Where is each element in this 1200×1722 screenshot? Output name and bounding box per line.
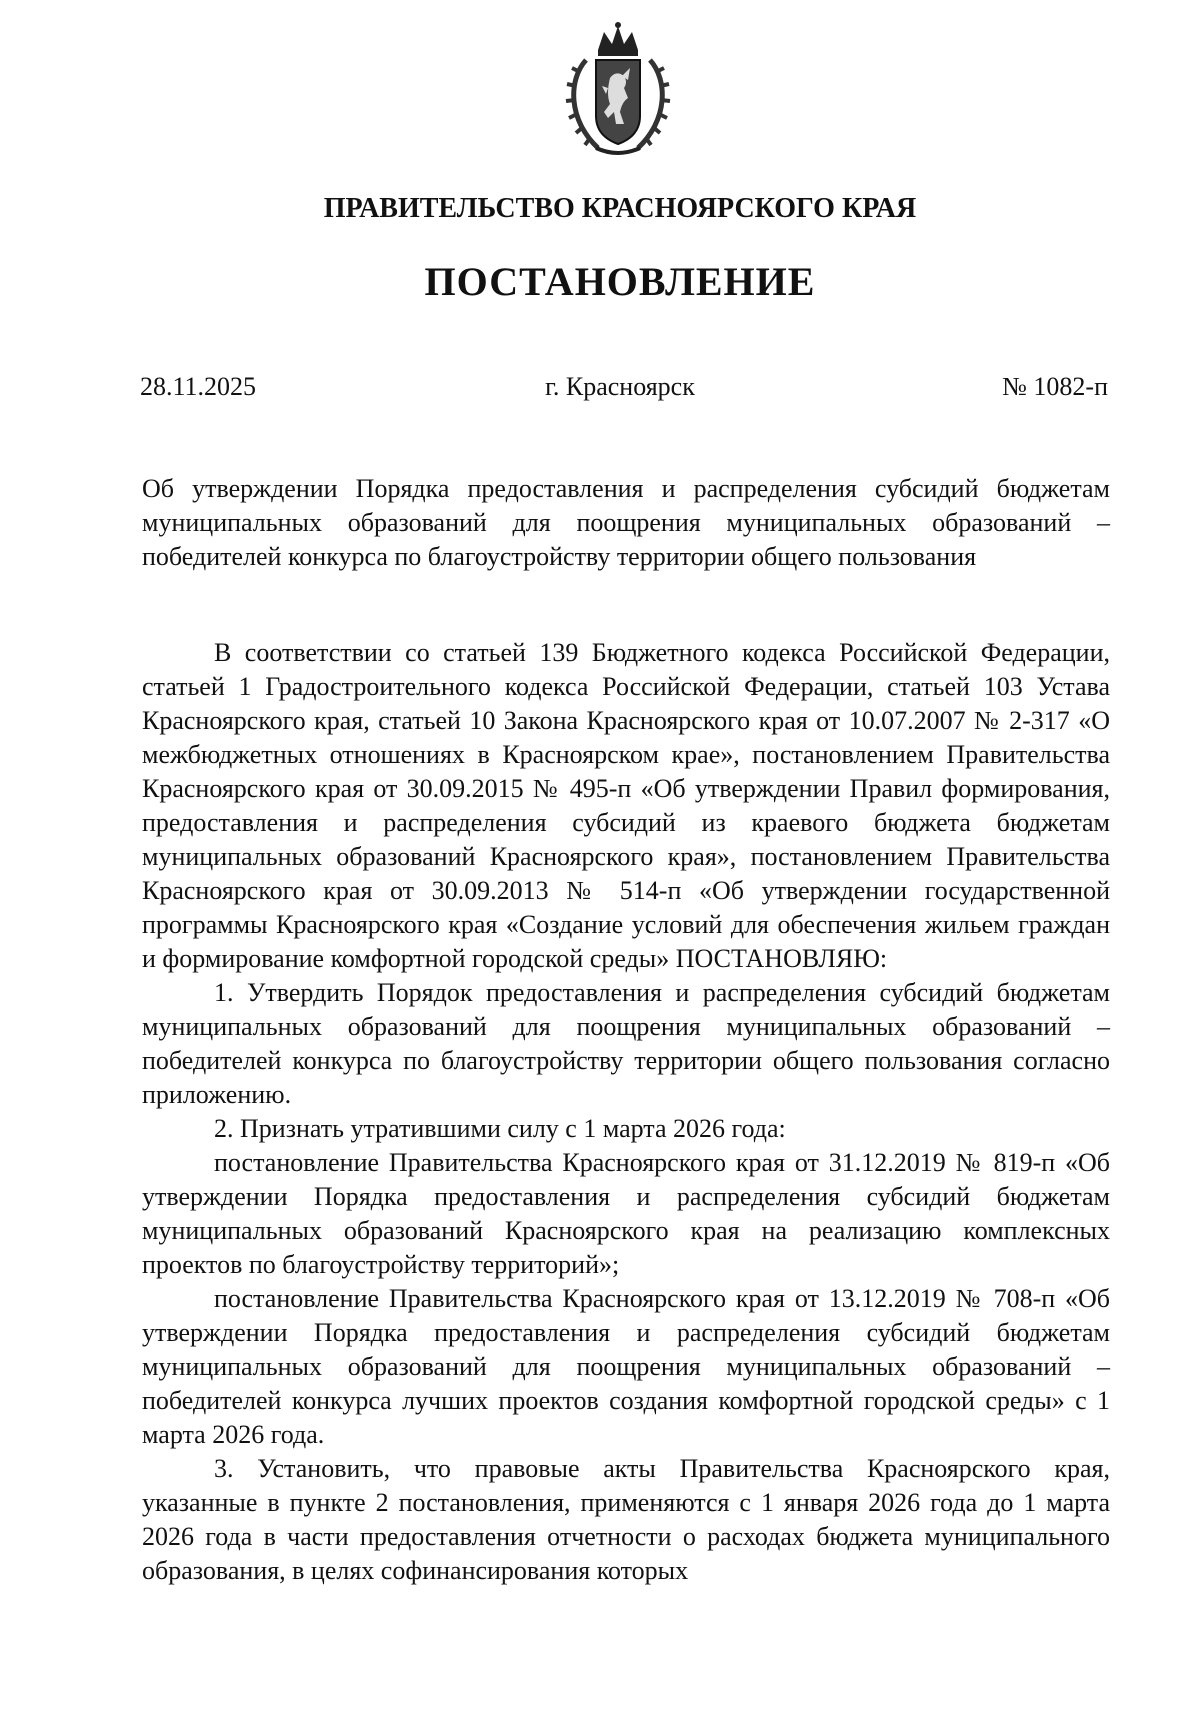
paragraph-preamble: В соответствии со статьей 139 Бюджетного кодекса Российской Федерации, статьей 1 Градостроительного кодекса Российской Федерации, статьей 103 Устава Красноярского края, статьей 10 Закона Красноярского края от 10.07.2007 № 2-317 «О межбюджетных отношениях в Красноярском крае», постановлением Правительства Красноярского края от 30.09.2015 № 495-п «Об утверждении Правил формирования, предоставления и распределения субсидий из краевого бюджета бюджетам муниципальных образований Красноярского края», постановлением Правительства Красноярского края от 30.09.2013 № 514-п «Об утверждении государственной программы Красноярского края «Создание условий для обеспечения жильем граждан и формирование комфортной городской среды» ПОСТАНОВЛЯЮ: bbox=[142, 638, 1110, 973]
document-body bbox=[142, 636, 1110, 1588]
document-city: г. Красноярск bbox=[545, 372, 695, 401]
krasnoyarsk-coat-of-arms-icon bbox=[558, 20, 678, 160]
document-subject: Об утверждении Порядка предоставления и распределения субсидий бюджетам муниципальных образований для поощрения муниципальных образований – победителей конкурса по благоустройству территории общего пользования bbox=[142, 474, 1110, 571]
document-date: 28.11.2025 bbox=[140, 372, 257, 401]
document-number: № 1082-п bbox=[1002, 372, 1108, 401]
document-title: ПОСТАНОВЛЕНИЕ bbox=[424, 259, 816, 304]
paragraph-item-1: 1. Утвердить Порядок предоставления и распределения субсидий бюджетам муниципальных образований для поощрения муниципальных образований – победителей конкурса по благоустройству территории общего пользования согласно приложению. bbox=[142, 978, 1110, 1109]
paragraph-item-3: 3. Установить, что правовые акты Правительства Красноярского края, указанные в пункте 2 постановления, применяются с 1 января 2026 года до 1 марта 2026 года в части предоставления отчетности о расходах бюджета муниципального образования, в целях софинансирования которых bbox=[142, 1454, 1110, 1585]
paragraph-item-2: 2. Признать утратившими силу с 1 марта 2026 года: bbox=[214, 1114, 786, 1143]
paragraph-item-2-act-1: постановление Правительства Красноярского края от 31.12.2019 № 819-п «Об утверждении Порядка предоставления и распределения субсидий бюджетам муниципальных образований Красноярского края на реализацию комплексных проектов по благоустройству территорий»; bbox=[142, 1148, 1110, 1279]
organization-name: ПРАВИТЕЛЬСТВО КРАСНОЯРСКОГО КРАЯ bbox=[323, 193, 917, 224]
paragraph-item-2-act-2: постановление Правительства Красноярского края от 13.12.2019 № 708-п «Об утверждении Порядка предоставления и распределения субсидий бюджетам муниципальных образований для поощрения муниципальных образований – победителей конкурса лучших проектов создания комфортной городской среды» с 1 марта 2026 года. bbox=[142, 1284, 1110, 1449]
